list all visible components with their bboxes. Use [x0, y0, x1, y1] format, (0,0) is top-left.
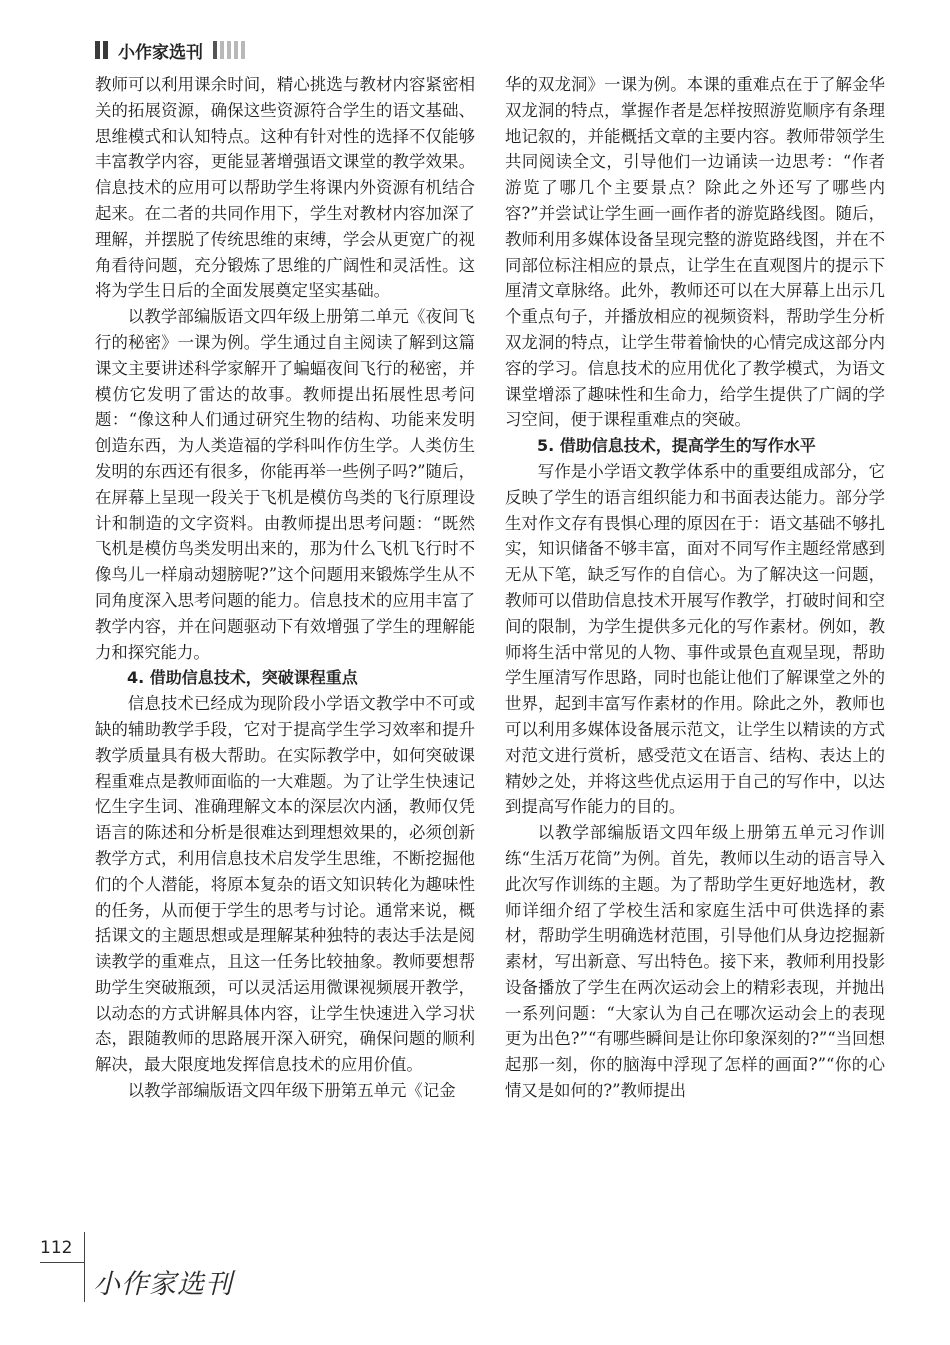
paragraph: 华的双龙洞》一课为例。本课的重难点在于了解金华双龙洞的特点，掌握作者是怎样按照游览顺序有条理地记叙的，并能概括文章的主要内容。教师带领学生共同阅读全文，引导他们一边诵读一边思考：“作者游览了哪几个主要景点？除此之外还写了哪些内容?”并尝试让学生画一画作者的游览路线图。随后，教师利用多媒体设备呈现完整的游览路线图，并在不同部位标注相应的景点，让学生在直观图片的提示下厘清文章脉络。此外，教师还可以在大屏幕上出示几个重点句子，并播放相应的视频资料，帮助学生分析双龙洞的特点，让学生带着愉快的心情完成这部分内容的学习。信息技术的应用优化了教学模式，为语文课堂增添了趣味性和生命力，给学生提供了广阔的学习空间，便于课程重难点的突破。	[505, 75, 885, 430]
paragraph: 以教学部编版语文四年级下册第五单元《记金	[127, 1081, 456, 1101]
folio-rule	[40, 1262, 84, 1263]
paragraph: 教师可以利用课余时间，精心挑选与教材内容紧密相关的拓展资源，确保这些资源符合学生的语文基础、思维模式和认知特点。这种有针对性的选择不仅能够丰富教学内容，更能显著增强语文课堂的教学效果。信息技术的应用可以帮助学生将课内外资源有机结合起来。在二者的共同作用下，学生对教材内容加深了理解，并摆脱了传统思维的束缚，学会从更宽广的视角看待问题，充分锻炼了思维的广阔性和灵活性。这将为学生日后的全面发展奠定坚实基础。	[95, 75, 475, 301]
journal-title: 小作家选刊	[118, 42, 203, 63]
header-bar-mark-right	[213, 41, 245, 59]
running-header	[95, 38, 245, 62]
paragraph: 信息技术已经成为现阶段小学语文教学中不可或缺的辅助教学手段，它对于提高学生学习效率和提升教学质量具有极大帮助。在实际教学中，如何突破课程重难点是教师面临的一大难题。为了让学生快速记忆生字生词、准确理解文本的深层次内涵，教师仅凭语言的陈述和分析是很难达到理想效果的，必须创新教学方式，利用信息技术启发学生思维，不断挖掘他们的个人潜能，将原本复杂的语文知识转化为趣味性的任务，从而便于学生的思考与讨论。通常来说，概括课文的主题思想或是理解某种独特的表达手法是阅读教学的重难点，且这一任务比较抽象。教师要想帮助学生突破瓶颈，可以灵活运用微课视频展开教学，以动态的方式讲解具体内容，让学生快速进入学习状态，跟随教师的思路展开深入研究，确保问题的顺利解决，最大限度地发挥信息技术的应用价值。	[95, 694, 475, 1075]
paragraph: 写作是小学语文教学体系中的重要组成部分，它反映了学生的语言组织能力和书面表达能力。部分学生对作文存有畏惧心理的原因在于：语文基础不够扎实，知识储备不够丰富，面对不同写作主题经常感到无从下笔，缺乏写作的自信心。为了解决这一问题，教师可以借助信息技术开展写作教学，打破时间和空间的限制，为学生提供多元化的写作素材。例如，教师将生活中常见的人物、事件或景色直观呈现，帮助学生厘清写作思路，同时也能让他们了解课堂之外的世界，起到丰富写作素材的作用。除此之外，教师也可以利用多媒体设备展示范文，让学生以精读的方式对范文进行赏析，感受范文在语言、结构、表达上的精妙之处，并将这些优点运用于自己的写作中，以达到提高写作能力的目的。	[505, 461, 885, 817]
page-number: 112	[40, 1238, 73, 1258]
left-column	[95, 72, 475, 1104]
section-heading: 4. 借助信息技术，突破课程重点	[127, 668, 358, 688]
header-bar-mark	[95, 41, 108, 59]
paragraph: 以教学部编版语文四年级上册第二单元《夜间飞行的秘密》一课为例。学生通过自主阅读了解到这篇课文主要讲述科学家解开了蝙蝠夜间飞行的秘密，并模仿它发明了雷达的故事。教师提出拓展性思考问题：“像这种人们通过研究生物的结构、功能来发明创造东西，为人类造福的学科叫作仿生学。人类仿生发明的东西还有很多，你能再举一些例子吗?”随后，在屏幕上呈现一段关于飞机是模仿鸟类的飞行原理设计和制造的文字资料。由教师提出思考问题：“既然飞机是模仿鸟类发明出来的，那为什么飞机飞行时不像鸟儿一样扇动翅膀呢?”这个问题用来锻炼学生从不同角度深入思考问题的能力。信息技术的应用丰富了教学内容，并在问题驱动下有效增强了学生的理解能力和探究能力。	[95, 307, 475, 662]
paragraph: 以教学部编版语文四年级上册第五单元习作训练“生活万花筒”为例。首先，教师以生动的语言导入此次写作训练的主题。为了帮助学生更好地选材，教师详细介绍了学校生活和家庭生活中可供选择的素材，帮助学生明确选材范围，引导他们从身边挖掘新素材，写出新意、写出特色。接下来，教师利用投影设备播放了学生在两次运动会上的精彩表现，并抛出一系列问题：“大家认为自己在哪次运动会上的表现更为出色?”“有哪些瞬间是让你印象深刻的?”“当回想起那一刻，你的脑海中浮现了怎样的画面?”“你的心情又是如何的?”教师提出	[505, 823, 885, 1101]
journal-logo: 小作家选刊	[93, 1269, 233, 1300]
right-column	[505, 72, 885, 1104]
folio-divider	[84, 1232, 85, 1302]
section-heading: 5. 借助信息技术，提高学生的写作水平	[537, 436, 816, 456]
